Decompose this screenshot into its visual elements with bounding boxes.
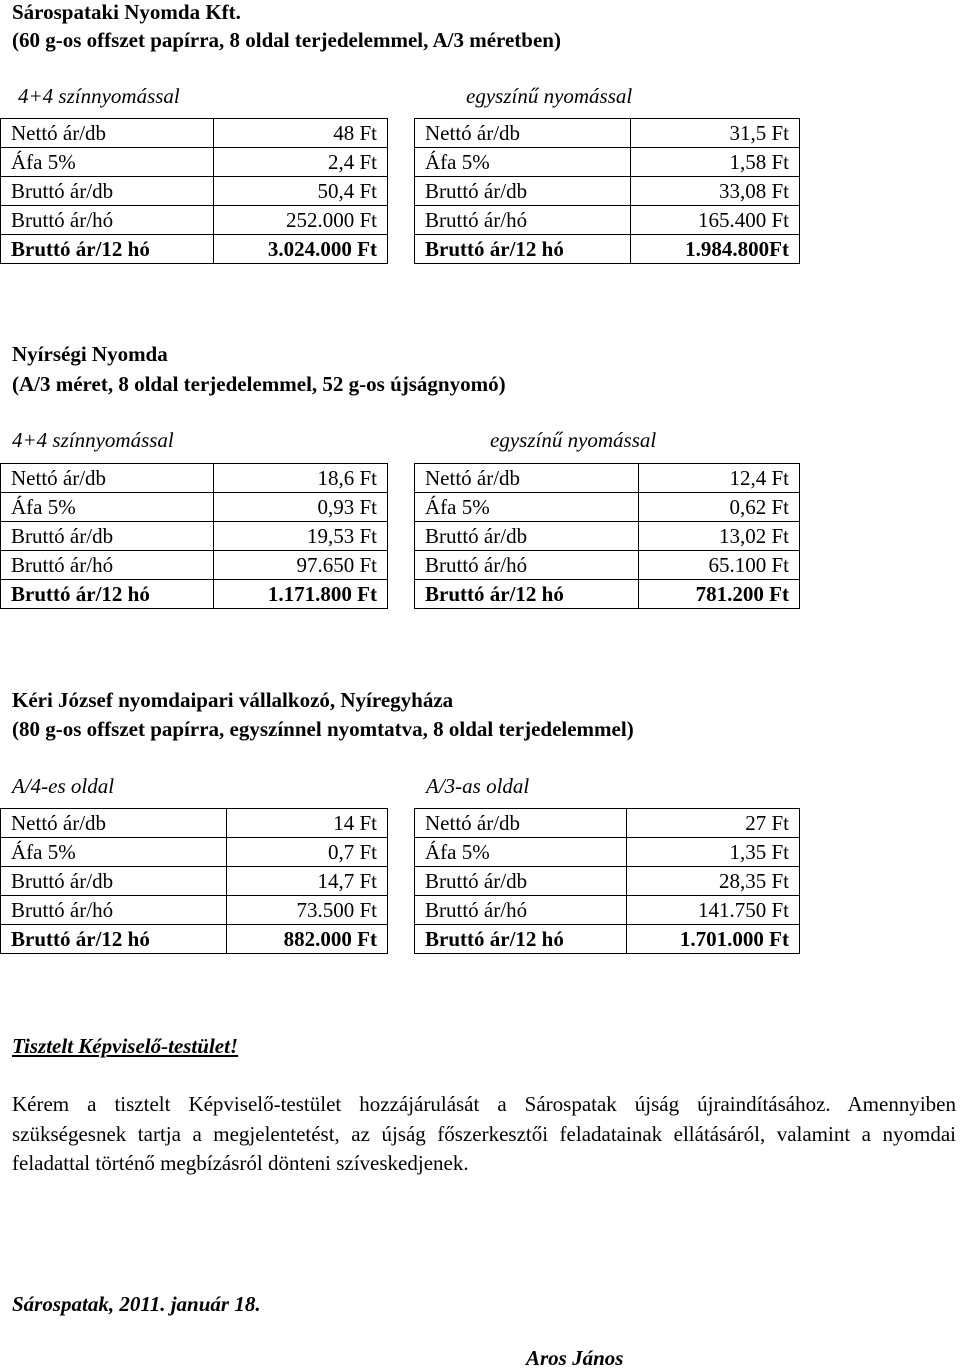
section-1-title: Sárospataki Nyomda Kft. bbox=[12, 0, 241, 24]
section-1-left-table bbox=[0, 118, 388, 264]
table-row-total: Bruttó ár/12 hó 3.024.000 Ft bbox=[1, 235, 388, 264]
table-row: Bruttó ár/hó 97.650 Ft bbox=[1, 551, 388, 580]
signature-name: Aros János bbox=[526, 1346, 624, 1370]
table-row: Bruttó ár/hó 165.400 Ft bbox=[415, 206, 800, 235]
section-2-left-table bbox=[0, 463, 388, 609]
table-row: Bruttó ár/db 13,02 Ft bbox=[415, 522, 800, 551]
table-row: Áfa 5% 2,4 Ft bbox=[1, 148, 388, 177]
table-row-total: Bruttó ár/12 hó 1.171.800 Ft bbox=[1, 580, 388, 609]
table-row: Nettó ár/db 48 Ft bbox=[1, 119, 388, 148]
table-row-total: Bruttó ár/12 hó 1.701.000 Ft bbox=[415, 925, 800, 954]
section-3-title: Kéri József nyomdaipari vállalkozó, Nyíregyháza bbox=[12, 688, 454, 712]
table-row: Nettó ár/db 18,6 Ft bbox=[1, 464, 388, 493]
section-3-right-heading: A/3-as oldal bbox=[426, 774, 530, 798]
section-2-left-heading: 4+4 színnyomással bbox=[12, 428, 174, 452]
section-1-left-heading: 4+4 színnyomással bbox=[18, 84, 180, 108]
section-3-left-table bbox=[0, 808, 388, 954]
table-row: Bruttó ár/db 50,4 Ft bbox=[1, 177, 388, 206]
table-row: Bruttó ár/db 19,53 Ft bbox=[1, 522, 388, 551]
section-2-subtitle: (A/3 méret, 8 oldal terjedelemmel, 52 g-os újságnyomó) bbox=[12, 372, 506, 396]
table-row-total: Bruttó ár/12 hó 882.000 Ft bbox=[1, 925, 388, 954]
section-2-title: Nyírségi Nyomda bbox=[12, 342, 168, 366]
section-1-right-heading: egyszínű nyomással bbox=[466, 84, 633, 108]
salutation: Tisztelt Képviselő-testület! bbox=[12, 1034, 239, 1058]
place-date: Sárospatak, 2011. január 18. bbox=[12, 1292, 261, 1316]
body-paragraph: Kérem a tisztelt Képviselő-testület hozzájárulását a Sárospatak újság újraindításához. Amennyiben szükségesnek tartja a megjelentetést, az újság főszerkesztői feladatainak ellátásáról, valamint a nyomdai feladattal történő megbízásról dönteni szíveskedjenek. bbox=[12, 1092, 956, 1175]
section-3-subtitle: (80 g-os offszet papírra, egyszínnel nyomtatva, 8 oldal terjedelemmel) bbox=[12, 717, 634, 741]
table-row: Nettó ár/db 12,4 Ft bbox=[415, 464, 800, 493]
table-row: Nettó ár/db 27 Ft bbox=[415, 809, 800, 838]
section-3-left-heading: A/4-es oldal bbox=[12, 774, 115, 798]
table-row: Bruttó ár/hó 65.100 Ft bbox=[415, 551, 800, 580]
table-row: Nettó ár/db 31,5 Ft bbox=[415, 119, 800, 148]
table-row: Bruttó ár/hó 73.500 Ft bbox=[1, 896, 388, 925]
table-row: Bruttó ár/db 28,35 Ft bbox=[415, 867, 800, 896]
section-1-subtitle: (60 g-os offszet papírra, 8 oldal terjedelemmel, A/3 méretben) bbox=[12, 28, 561, 52]
table-row: Bruttó ár/db 14,7 Ft bbox=[1, 867, 388, 896]
table-row: Nettó ár/db 14 Ft bbox=[1, 809, 388, 838]
table-row: Áfa 5% 1,58 Ft bbox=[415, 148, 800, 177]
table-row-total: Bruttó ár/12 hó 781.200 Ft bbox=[415, 580, 800, 609]
table-row-total: Bruttó ár/12 hó 1.984.800Ft bbox=[415, 235, 800, 264]
table-row: Áfa 5% 0,7 Ft bbox=[1, 838, 388, 867]
table-row: Bruttó ár/db 33,08 Ft bbox=[415, 177, 800, 206]
table-row: Áfa 5% 0,62 Ft bbox=[415, 493, 800, 522]
table-row: Bruttó ár/hó 252.000 Ft bbox=[1, 206, 388, 235]
table-row: Bruttó ár/hó 141.750 Ft bbox=[415, 896, 800, 925]
table-row: Áfa 5% 1,35 Ft bbox=[415, 838, 800, 867]
section-1-right-table bbox=[414, 118, 800, 264]
section-2-right-table bbox=[414, 463, 800, 609]
section-3-right-table bbox=[414, 808, 800, 954]
section-2-right-heading: egyszínű nyomással bbox=[490, 428, 657, 452]
table-row: Áfa 5% 0,93 Ft bbox=[1, 493, 388, 522]
